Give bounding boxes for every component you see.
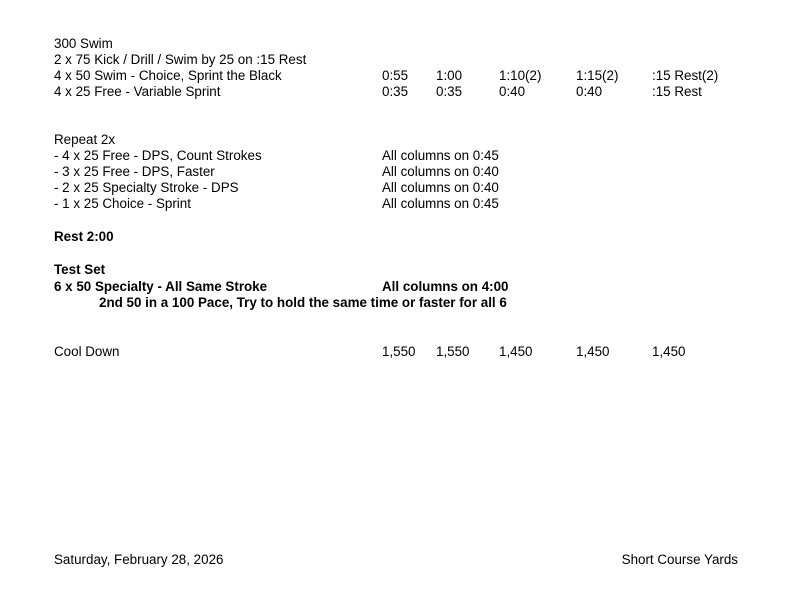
interval-col-1: 0:35 — [382, 84, 409, 99]
total-col-4: 1,450 — [576, 344, 610, 359]
interval-col-5: :15 Rest — [652, 84, 702, 99]
set-label: 4 x 25 Free - Variable Sprint — [54, 84, 221, 99]
test-set-title: Test Set — [54, 262, 106, 277]
total-col-1: 1,550 — [382, 344, 416, 359]
interval-col-4: 1:15(2) — [576, 68, 619, 83]
repeat-item-label: - 4 x 25 Free - DPS, Count Strokes — [54, 148, 262, 163]
repeat-item-interval: All columns on 0:40 — [382, 180, 499, 195]
footer-date: Saturday, February 28, 2026 — [54, 552, 224, 567]
rest-label: Rest 2:00 — [54, 229, 114, 244]
repeat-item-interval: All columns on 0:45 — [382, 196, 499, 211]
total-col-3: 1,450 — [499, 344, 533, 359]
total-col-5: 1,450 — [652, 344, 686, 359]
interval-col-4: 0:40 — [576, 84, 603, 99]
interval-col-2: 1:00 — [436, 68, 463, 83]
test-set-label: 6 x 50 Specialty - All Same Stroke — [54, 279, 268, 294]
footer-course: Short Course Yards — [621, 552, 738, 567]
interval-col-3: 0:40 — [499, 84, 526, 99]
interval-col-2: 0:35 — [436, 84, 463, 99]
test-set-note: 2nd 50 in a 100 Pace, Try to hold the same time or faster for all 6 — [99, 295, 507, 310]
interval-col-5: :15 Rest(2) — [652, 68, 719, 83]
interval-col-3: 1:10(2) — [499, 68, 542, 83]
repeat-item-label: - 3 x 25 Free - DPS, Faster — [54, 164, 215, 179]
test-set-interval: All columns on 4:00 — [382, 279, 509, 294]
repeat-item-interval: All columns on 0:45 — [382, 148, 499, 163]
interval-col-1: 0:55 — [382, 68, 409, 83]
cooldown-label: Cool Down — [54, 344, 120, 359]
repeat-item-interval: All columns on 0:40 — [382, 164, 499, 179]
set-label: 4 x 50 Swim - Choice, Sprint the Black — [54, 68, 282, 83]
repeat-item-label: - 2 x 25 Specialty Stroke - DPS — [54, 180, 239, 195]
repeat-item-label: - 1 x 25 Choice - Sprint — [54, 196, 191, 211]
kick-drill-text: 2 x 75 Kick / Drill / Swim by 25 on :15 Rest — [54, 52, 307, 67]
repeat-title: Repeat 2x — [54, 132, 116, 147]
total-col-2: 1,550 — [436, 344, 470, 359]
warmup-title: 300 Swim — [54, 36, 113, 51]
